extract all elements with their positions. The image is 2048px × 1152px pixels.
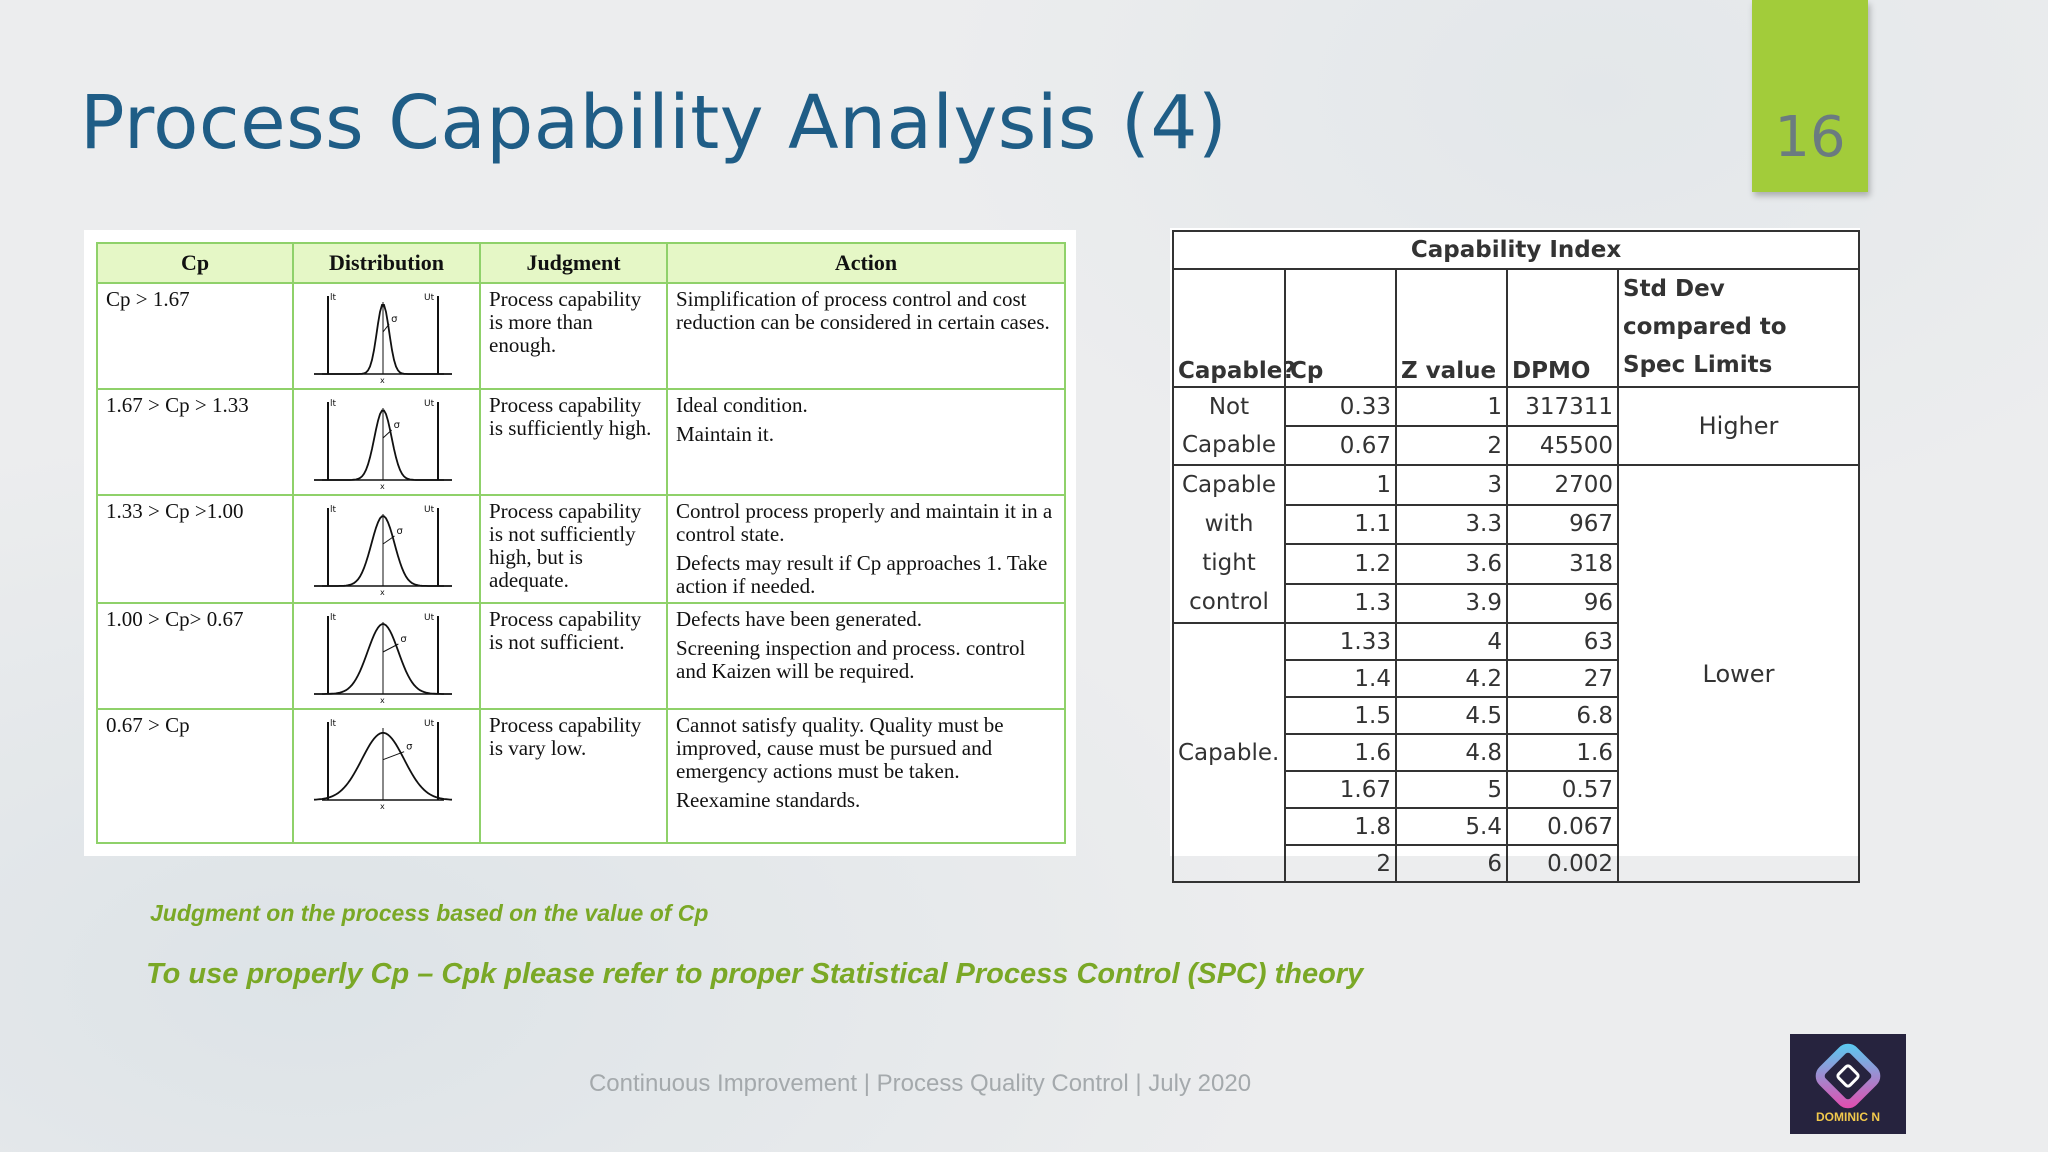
upper-limit-label: Ut bbox=[424, 505, 435, 515]
judgment-cell: Process capability is more than enough. bbox=[480, 283, 667, 389]
cp-cell: 1.33 > Cp >1.00 bbox=[97, 495, 293, 603]
table-row bbox=[97, 283, 1065, 389]
dpmo-value: 1.6 bbox=[1507, 734, 1618, 771]
cp-value: 1.33 bbox=[1285, 623, 1396, 660]
action-line: Simplification of process control and cost reduction can be considered in certain cases. bbox=[676, 287, 1050, 334]
cp-value: 1.1 bbox=[1285, 505, 1396, 545]
upper-limit-label: Ut bbox=[424, 293, 435, 303]
group-capable: Capable. bbox=[1173, 623, 1285, 882]
dpmo-value: 96 bbox=[1507, 584, 1618, 624]
dpmo-value: 27 bbox=[1507, 660, 1618, 697]
distribution-cell bbox=[293, 709, 480, 843]
cp-value: 1.8 bbox=[1285, 808, 1396, 845]
brand-logo bbox=[1790, 1034, 1906, 1134]
dpmo-value: 317311 bbox=[1507, 387, 1618, 426]
lower-limit-label: lt bbox=[330, 719, 337, 729]
action-line: Maintain it. bbox=[676, 422, 774, 446]
z-value: 4.5 bbox=[1396, 697, 1507, 734]
dpmo-value: 318 bbox=[1507, 544, 1618, 584]
judgment-cell: Process capability is not sufficient. bbox=[480, 603, 667, 709]
capability-index-table bbox=[1172, 230, 1860, 883]
distribution-curve-icon bbox=[308, 286, 458, 384]
table-row bbox=[1173, 465, 1859, 505]
distribution-cell bbox=[293, 283, 480, 389]
cp-value: 1 bbox=[1285, 465, 1396, 505]
mean-label: x bbox=[380, 696, 385, 704]
dpmo-value: 63 bbox=[1507, 623, 1618, 660]
group-tight-control: Capable with tight control bbox=[1173, 465, 1285, 623]
lower-limit-label: lt bbox=[330, 293, 337, 303]
cp-value: 0.33 bbox=[1285, 387, 1396, 426]
slide-title: Process Capability Analysis (4) bbox=[80, 80, 1228, 166]
cp-value: 1.5 bbox=[1285, 697, 1396, 734]
action-line: Ideal condition. bbox=[676, 393, 808, 417]
mean-label: x bbox=[380, 376, 385, 384]
action-line: Control process properly and maintain it in a control state. bbox=[676, 499, 1053, 546]
action-line: Reexamine standards. bbox=[676, 788, 861, 812]
action-cell bbox=[667, 603, 1065, 709]
capability-index-panel bbox=[1170, 228, 1860, 877]
action-cell bbox=[667, 283, 1065, 389]
header-std-dev: Std Dev compared to Spec Limits bbox=[1618, 269, 1859, 387]
cp-cell: 1.00 > Cp> 0.67 bbox=[97, 603, 293, 709]
table-row bbox=[97, 709, 1065, 843]
header-cp: Cp bbox=[97, 243, 293, 283]
header-judgment: Judgment bbox=[480, 243, 667, 283]
sigma-label: σ bbox=[400, 634, 407, 645]
upper-limit-label: Ut bbox=[424, 613, 435, 623]
header-dpmo: DPMO bbox=[1507, 269, 1618, 387]
distribution-cell bbox=[293, 389, 480, 495]
logo-text: DOMINIC N bbox=[1816, 1110, 1880, 1124]
header-action: Action bbox=[667, 243, 1065, 283]
std-lower: Lower bbox=[1618, 465, 1859, 882]
action-line: Defects may result if Cp approaches 1. Take action if needed. bbox=[676, 551, 1048, 598]
z-value: 3.6 bbox=[1396, 544, 1507, 584]
z-value: 5 bbox=[1396, 771, 1507, 808]
action-line: Defects have been generated. bbox=[676, 607, 923, 631]
table-row bbox=[97, 389, 1065, 495]
dpmo-value: 0.002 bbox=[1507, 845, 1618, 882]
mean-label: x bbox=[380, 482, 385, 490]
table-row bbox=[97, 495, 1065, 603]
action-line: Cannot satisfy quality. Quality must be improved, cause must be pursued and emergency actions must be taken. bbox=[676, 713, 1004, 783]
cp-cell: 0.67 > Cp bbox=[97, 709, 293, 843]
action-cell bbox=[667, 389, 1065, 495]
cp-cell: 1.67 > Cp > 1.33 bbox=[97, 389, 293, 495]
mean-label: x bbox=[380, 802, 385, 810]
sigma-arrow bbox=[383, 752, 404, 760]
header-distribution: Distribution bbox=[293, 243, 480, 283]
z-value: 1 bbox=[1396, 387, 1507, 426]
sigma-label: σ bbox=[391, 314, 398, 325]
group-not-capable: Not Capable bbox=[1173, 387, 1285, 465]
header-z-value: Z value bbox=[1396, 269, 1507, 387]
upper-limit-label: Ut bbox=[424, 399, 435, 409]
dpmo-value: 0.067 bbox=[1507, 808, 1618, 845]
judgment-table-panel bbox=[84, 230, 1076, 856]
dpmo-value: 2700 bbox=[1507, 465, 1618, 505]
judgment-table bbox=[96, 242, 1066, 844]
judgment-cell: Process capability is vary low. bbox=[480, 709, 667, 843]
dpmo-value: 0.57 bbox=[1507, 771, 1618, 808]
sigma-label: σ bbox=[396, 526, 403, 537]
dpmo-value: 45500 bbox=[1507, 426, 1618, 465]
lower-limit-label: lt bbox=[330, 505, 337, 515]
header-cp: Cp bbox=[1285, 269, 1396, 387]
z-value: 2 bbox=[1396, 426, 1507, 465]
header-capable: Capable? bbox=[1173, 269, 1285, 387]
judgment-cell: Process capability is sufficiently high. bbox=[480, 389, 667, 495]
logo-mark-icon bbox=[1790, 1034, 1906, 1114]
action-line: Screening inspection and process. control and Kaizen will be required. bbox=[676, 636, 1026, 683]
z-value: 3 bbox=[1396, 465, 1507, 505]
dpmo-value: 6.8 bbox=[1507, 697, 1618, 734]
distribution-cell bbox=[293, 603, 480, 709]
z-value: 5.4 bbox=[1396, 808, 1507, 845]
cp-value: 2 bbox=[1285, 845, 1396, 882]
mean-label: x bbox=[380, 588, 385, 596]
distribution-curve-icon bbox=[308, 392, 458, 490]
cp-value: 0.67 bbox=[1285, 426, 1396, 465]
cp-value: 1.67 bbox=[1285, 771, 1396, 808]
table-row bbox=[1173, 387, 1859, 426]
z-value: 3.9 bbox=[1396, 584, 1507, 624]
cp-value: 1.4 bbox=[1285, 660, 1396, 697]
distribution-curve-icon bbox=[308, 498, 458, 596]
z-value: 6 bbox=[1396, 845, 1507, 882]
table-caption: Judgment on the process based on the value of Cp bbox=[150, 900, 709, 926]
table-row bbox=[97, 603, 1065, 709]
z-value: 4 bbox=[1396, 623, 1507, 660]
z-value: 4.8 bbox=[1396, 734, 1507, 771]
capability-index-title: Capability Index bbox=[1173, 231, 1859, 269]
page-number-tab bbox=[1752, 0, 1868, 192]
sigma-label: σ bbox=[406, 741, 413, 753]
z-value: 3.3 bbox=[1396, 505, 1507, 545]
sigma-arrow bbox=[383, 644, 398, 652]
lower-limit-label: lt bbox=[330, 613, 337, 623]
judgment-table-header bbox=[97, 243, 1065, 283]
spc-note: To use properly Cp – Cpk please refer to proper Statistical Process Control (SPC) theory bbox=[146, 958, 1364, 990]
distribution-curve-icon bbox=[308, 606, 458, 704]
distribution-curve-icon bbox=[308, 712, 458, 810]
slide-footer: Continuous Improvement | Process Quality Control | July 2020 bbox=[588, 1070, 1252, 1097]
action-cell bbox=[667, 495, 1065, 603]
page-number: 16 bbox=[1774, 105, 1846, 170]
sigma-label: σ bbox=[393, 420, 400, 431]
cp-value: 1.6 bbox=[1285, 734, 1396, 771]
upper-limit-label: Ut bbox=[424, 719, 435, 729]
dpmo-value: 967 bbox=[1507, 505, 1618, 545]
action-cell bbox=[667, 709, 1065, 843]
cp-cell: Cp > 1.67 bbox=[97, 283, 293, 389]
std-higher: Higher bbox=[1618, 387, 1859, 465]
cp-value: 1.2 bbox=[1285, 544, 1396, 584]
lower-limit-label: lt bbox=[330, 399, 337, 409]
z-value: 4.2 bbox=[1396, 660, 1507, 697]
distribution-cell bbox=[293, 495, 480, 603]
judgment-cell: Process capability is not sufficiently high, but is adequate. bbox=[480, 495, 667, 603]
cp-value: 1.3 bbox=[1285, 584, 1396, 624]
